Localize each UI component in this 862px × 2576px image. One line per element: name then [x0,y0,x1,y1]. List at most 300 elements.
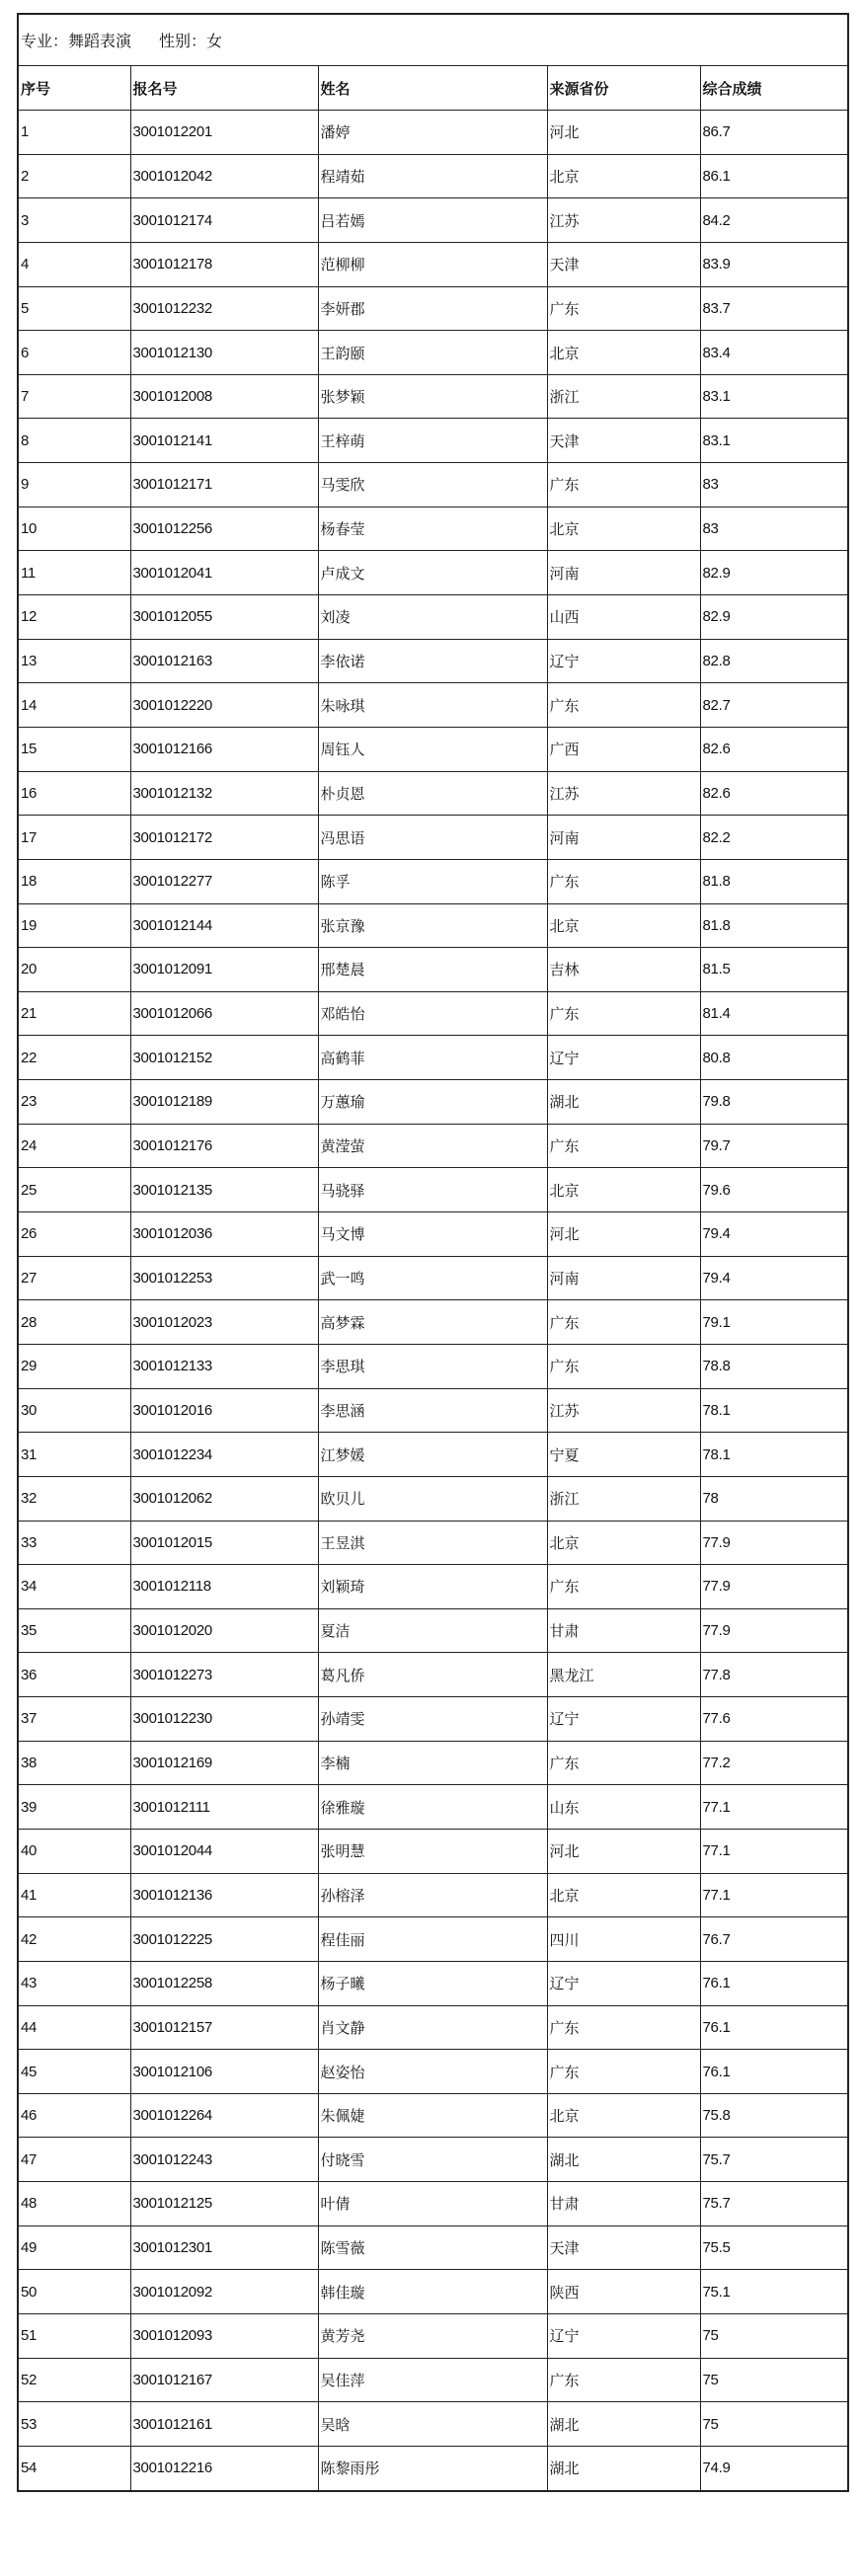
cell-registration-id: 3001012015 [130,1521,318,1565]
cell-registration-id: 3001012258 [130,1961,318,2005]
cell-registration-id: 3001012264 [130,2093,318,2138]
cell-score: 83.1 [700,419,848,463]
table-row [18,859,848,903]
cell-name: 马骁驿 [318,1168,547,1212]
cell-province: 北京 [547,1168,700,1212]
cell-name: 黄芳尧 [318,2314,547,2359]
cell-name: 陈雪薇 [318,2225,547,2270]
cell-name: 赵姿怡 [318,2050,547,2094]
cell-name: 朴贞恩 [318,771,547,816]
table-row [18,639,848,683]
table-row [18,1036,848,1080]
cell-score: 78 [700,1476,848,1521]
cell-province: 江苏 [547,198,700,243]
cell-index: 27 [18,1256,130,1300]
cell-name: 李思涵 [318,1388,547,1433]
cell-score: 75.5 [700,2225,848,2270]
cell-score: 79.7 [700,1124,848,1168]
cell-registration-id: 3001012055 [130,595,318,640]
cell-score: 77.1 [700,1829,848,1873]
cell-score: 84.2 [700,198,848,243]
cell-index: 34 [18,1565,130,1609]
table-row [18,1608,848,1653]
cell-province: 天津 [547,242,700,286]
table-row [18,2314,848,2359]
cell-index: 12 [18,595,130,640]
table-row [18,1521,848,1565]
cell-index: 18 [18,859,130,903]
table-row [18,1168,848,1212]
cell-name: 程佳丽 [318,1917,547,1962]
cell-index: 3 [18,198,130,243]
cell-index: 38 [18,1741,130,1785]
cell-registration-id: 3001012277 [130,859,318,903]
cell-registration-id: 3001012166 [130,727,318,771]
cell-registration-id: 3001012273 [130,1653,318,1697]
cell-registration-id: 3001012016 [130,1388,318,1433]
cell-score: 82.6 [700,771,848,816]
cell-province: 北京 [547,154,700,198]
cell-name: 吕若嫣 [318,198,547,243]
major-label: 专业： [21,32,69,50]
table-row [18,154,848,198]
cell-name: 李楠 [318,1741,547,1785]
cell-score: 77.2 [700,1741,848,1785]
header-row [18,66,848,111]
table-row [18,1300,848,1345]
cell-province: 四川 [547,1917,700,1962]
cell-name: 高梦霖 [318,1300,547,1345]
cell-score: 79.8 [700,1080,848,1125]
title-row [18,14,848,66]
cell-registration-id: 3001012234 [130,1433,318,1477]
cell-registration-id: 3001012144 [130,903,318,948]
cell-province: 广东 [547,1344,700,1388]
cell-score: 75.8 [700,2093,848,2138]
cell-name: 付晓雪 [318,2138,547,2182]
cell-index: 53 [18,2402,130,2447]
cell-score: 76.1 [700,1961,848,2005]
cell-index: 6 [18,331,130,375]
cell-score: 83.1 [700,374,848,419]
cell-index: 32 [18,1476,130,1521]
table-row [18,2138,848,2182]
cell-province: 湖北 [547,2446,700,2490]
cell-name: 王韵颐 [318,331,547,375]
cell-registration-id: 3001012023 [130,1300,318,1345]
cell-registration-id: 3001012141 [130,419,318,463]
table-row [18,1961,848,2005]
cell-index: 37 [18,1697,130,1742]
major-value: 舞蹈表演 [68,32,132,50]
cell-name: 江梦媛 [318,1433,547,1477]
cell-province: 河北 [547,1212,700,1257]
cell-name: 邢楚晨 [318,948,547,992]
cell-score: 82.9 [700,551,848,595]
column-header-index: 序号 [18,66,130,111]
cell-registration-id: 3001012201 [130,111,318,155]
cell-index: 43 [18,1961,130,2005]
cell-registration-id: 3001012243 [130,2138,318,2182]
cell-registration-id: 3001012167 [130,2358,318,2402]
gender-label: 性别： [159,32,207,50]
cell-province: 辽宁 [547,1961,700,2005]
table-row [18,816,848,860]
cell-index: 5 [18,286,130,331]
table-row [18,2050,848,2094]
cell-name: 肖文静 [318,2005,547,2050]
cell-province: 广东 [547,991,700,1036]
cell-score: 86.1 [700,154,848,198]
cell-province: 北京 [547,903,700,948]
cell-province: 江苏 [547,771,700,816]
cell-name: 潘婷 [318,111,547,155]
cell-score: 79.4 [700,1212,848,1257]
column-header-score: 综合成绩 [700,66,848,111]
table-row [18,1344,848,1388]
cell-province: 河南 [547,551,700,595]
cell-registration-id: 3001012118 [130,1565,318,1609]
cell-index: 24 [18,1124,130,1168]
cell-province: 辽宁 [547,2314,700,2359]
table-row [18,2182,848,2226]
cell-score: 79.4 [700,1256,848,1300]
cell-registration-id: 3001012130 [130,331,318,375]
column-header-registration-id: 报名号 [130,66,318,111]
cell-score: 83.9 [700,242,848,286]
cell-province: 辽宁 [547,1036,700,1080]
cell-index: 11 [18,551,130,595]
cell-province: 湖北 [547,1080,700,1125]
cell-index: 52 [18,2358,130,2402]
cell-index: 23 [18,1080,130,1125]
cell-name: 马文博 [318,1212,547,1257]
cell-province: 黑龙江 [547,1653,700,1697]
table-row [18,683,848,728]
cell-index: 51 [18,2314,130,2359]
table-row [18,2005,848,2050]
cell-province: 北京 [547,1521,700,1565]
cell-score: 79.6 [700,1168,848,1212]
cell-province: 浙江 [547,374,700,419]
cell-score: 82.6 [700,727,848,771]
cell-name: 黄滢萤 [318,1124,547,1168]
cell-name: 卢成文 [318,551,547,595]
cell-name: 刘凌 [318,595,547,640]
cell-province: 吉林 [547,948,700,992]
cell-index: 21 [18,991,130,1036]
cell-score: 81.5 [700,948,848,992]
cell-province: 辽宁 [547,639,700,683]
cell-registration-id: 3001012163 [130,639,318,683]
cell-index: 42 [18,1917,130,1962]
cell-registration-id: 3001012066 [130,991,318,1036]
cell-province: 广东 [547,1741,700,1785]
cell-score: 77.1 [700,1785,848,1830]
table-row [18,2446,848,2490]
table-row [18,331,848,375]
cell-name: 李妍郡 [318,286,547,331]
table-row [18,2093,848,2138]
cell-name: 范柳柳 [318,242,547,286]
cell-score: 75 [700,2402,848,2447]
cell-registration-id: 3001012189 [130,1080,318,1125]
table-row [18,2358,848,2402]
cell-registration-id: 3001012106 [130,2050,318,2094]
table-row [18,1829,848,1873]
cell-registration-id: 3001012225 [130,1917,318,1962]
cell-index: 10 [18,507,130,551]
cell-score: 77.9 [700,1521,848,1565]
cell-index: 26 [18,1212,130,1257]
cell-province: 广东 [547,2358,700,2402]
cell-province: 北京 [547,507,700,551]
cell-score: 77.8 [700,1653,848,1697]
cell-score: 81.8 [700,903,848,948]
cell-index: 7 [18,374,130,419]
cell-index: 40 [18,1829,130,1873]
cell-registration-id: 3001012232 [130,286,318,331]
table-row [18,463,848,507]
table-row [18,991,848,1036]
cell-province: 山东 [547,1785,700,1830]
cell-score: 80.8 [700,1036,848,1080]
cell-name: 高鹤菲 [318,1036,547,1080]
cell-name: 周钰人 [318,727,547,771]
cell-index: 49 [18,2225,130,2270]
table-row [18,374,848,419]
cell-registration-id: 3001012253 [130,1256,318,1300]
table-row [18,111,848,155]
table-row [18,903,848,948]
cell-name: 孙靖雯 [318,1697,547,1742]
table-row [18,727,848,771]
cell-index: 31 [18,1433,130,1477]
cell-score: 79.1 [700,1300,848,1345]
cell-province: 广东 [547,859,700,903]
cell-registration-id: 3001012169 [130,1741,318,1785]
cell-registration-id: 3001012036 [130,1212,318,1257]
cell-name: 张明慧 [318,1829,547,1873]
cell-score: 82.2 [700,816,848,860]
cell-registration-id: 3001012220 [130,683,318,728]
cell-province: 宁夏 [547,1433,700,1477]
cell-score: 75 [700,2358,848,2402]
cell-index: 8 [18,419,130,463]
cell-score: 86.7 [700,111,848,155]
cell-name: 邓皓怡 [318,991,547,1036]
cell-name: 武一鸣 [318,1256,547,1300]
cell-index: 39 [18,1785,130,1830]
cell-score: 75.1 [700,2270,848,2314]
table-row [18,1476,848,1521]
cell-province: 北京 [547,331,700,375]
cell-province: 河南 [547,1256,700,1300]
cell-registration-id: 3001012125 [130,2182,318,2226]
cell-index: 22 [18,1036,130,1080]
table-row [18,1565,848,1609]
cell-index: 25 [18,1168,130,1212]
cell-index: 33 [18,1521,130,1565]
cell-province: 山西 [547,595,700,640]
cell-province: 北京 [547,1873,700,1917]
cell-name: 吴晗 [318,2402,547,2447]
table-row [18,507,848,551]
column-header-province: 来源省份 [547,66,700,111]
cell-province: 广东 [547,286,700,331]
cell-name: 马雯欣 [318,463,547,507]
cell-province: 北京 [547,2093,700,2138]
cell-registration-id: 3001012301 [130,2225,318,2270]
cell-province: 广东 [547,2005,700,2050]
cell-province: 江苏 [547,1388,700,1433]
cell-registration-id: 3001012152 [130,1036,318,1080]
cell-name: 杨春莹 [318,507,547,551]
cell-index: 28 [18,1300,130,1345]
cell-registration-id: 3001012008 [130,374,318,419]
cell-province: 广东 [547,1124,700,1168]
table-row [18,198,848,243]
cell-province: 湖北 [547,2138,700,2182]
cell-name: 王昱淇 [318,1521,547,1565]
cell-score: 82.8 [700,639,848,683]
table-row [18,1124,848,1168]
cell-province: 广东 [547,2050,700,2094]
cell-index: 14 [18,683,130,728]
cell-score: 83.7 [700,286,848,331]
cell-name: 李思琪 [318,1344,547,1388]
cell-registration-id: 3001012041 [130,551,318,595]
cell-score: 77.9 [700,1608,848,1653]
cell-name: 刘颖琦 [318,1565,547,1609]
table-row [18,242,848,286]
gender-value: 女 [206,32,223,50]
cell-province: 广东 [547,683,700,728]
cell-score: 81.8 [700,859,848,903]
cell-score: 78.1 [700,1433,848,1477]
cell-province: 甘肃 [547,2182,700,2226]
cell-province: 天津 [547,2225,700,2270]
table-row [18,771,848,816]
cell-province: 广东 [547,1565,700,1609]
cell-registration-id: 3001012136 [130,1873,318,1917]
table-row [18,551,848,595]
table-row [18,2225,848,2270]
cell-name: 张梦颖 [318,374,547,419]
cell-index: 45 [18,2050,130,2094]
cell-registration-id: 3001012178 [130,242,318,286]
cell-registration-id: 3001012042 [130,154,318,198]
table-row [18,1785,848,1830]
cell-index: 9 [18,463,130,507]
cell-score: 76.1 [700,2005,848,2050]
table-row [18,1080,848,1125]
cell-name: 王梓萌 [318,419,547,463]
cell-registration-id: 3001012132 [130,771,318,816]
cell-index: 44 [18,2005,130,2050]
cell-name: 叶倩 [318,2182,547,2226]
table-title [18,14,848,66]
cell-registration-id: 3001012216 [130,2446,318,2490]
cell-index: 41 [18,1873,130,1917]
cell-index: 2 [18,154,130,198]
cell-index: 15 [18,727,130,771]
cell-registration-id: 3001012091 [130,948,318,992]
cell-province: 河南 [547,816,700,860]
cell-score: 75 [700,2314,848,2359]
cell-name: 韩佳璇 [318,2270,547,2314]
cell-score: 83 [700,463,848,507]
cell-registration-id: 3001012172 [130,816,318,860]
cell-score: 77.1 [700,1873,848,1917]
cell-index: 20 [18,948,130,992]
cell-index: 16 [18,771,130,816]
cell-score: 82.9 [700,595,848,640]
cell-registration-id: 3001012161 [130,2402,318,2447]
cell-score: 77.9 [700,1565,848,1609]
cell-index: 4 [18,242,130,286]
cell-province: 湖北 [547,2402,700,2447]
cell-province: 甘肃 [547,1608,700,1653]
cell-index: 13 [18,639,130,683]
cell-registration-id: 3001012133 [130,1344,318,1388]
cell-province: 辽宁 [547,1697,700,1742]
table-row [18,1433,848,1477]
table-row [18,419,848,463]
cell-province: 陕西 [547,2270,700,2314]
cell-score: 78.1 [700,1388,848,1433]
cell-name: 程靖茹 [318,154,547,198]
cell-index: 35 [18,1608,130,1653]
cell-index: 54 [18,2446,130,2490]
cell-registration-id: 3001012174 [130,198,318,243]
table-row [18,2402,848,2447]
cell-score: 83 [700,507,848,551]
cell-name: 孙榕泽 [318,1873,547,1917]
cell-name: 朱咏琪 [318,683,547,728]
cell-province: 河北 [547,1829,700,1873]
cell-index: 50 [18,2270,130,2314]
cell-index: 1 [18,111,130,155]
table-row [18,286,848,331]
cell-province: 广东 [547,463,700,507]
table-row [18,1212,848,1257]
cell-registration-id: 3001012044 [130,1829,318,1873]
cell-province: 广西 [547,727,700,771]
cell-registration-id: 3001012111 [130,1785,318,1830]
cell-score: 76.7 [700,1917,848,1962]
table-row [18,1653,848,1697]
cell-name: 杨子曦 [318,1961,547,2005]
cell-name: 冯思语 [318,816,547,860]
cell-province: 广东 [547,1300,700,1345]
cell-score: 77.6 [700,1697,848,1742]
cell-index: 47 [18,2138,130,2182]
cell-index: 36 [18,1653,130,1697]
table-row [18,2270,848,2314]
cell-province: 浙江 [547,1476,700,1521]
cell-registration-id: 3001012092 [130,2270,318,2314]
cell-name: 李依诺 [318,639,547,683]
cell-score: 76.1 [700,2050,848,2094]
table-row [18,1917,848,1962]
cell-score: 81.4 [700,991,848,1036]
cell-index: 19 [18,903,130,948]
cell-name: 张京豫 [318,903,547,948]
cell-score: 83.4 [700,331,848,375]
cell-registration-id: 3001012093 [130,2314,318,2359]
cell-name: 朱佩婕 [318,2093,547,2138]
